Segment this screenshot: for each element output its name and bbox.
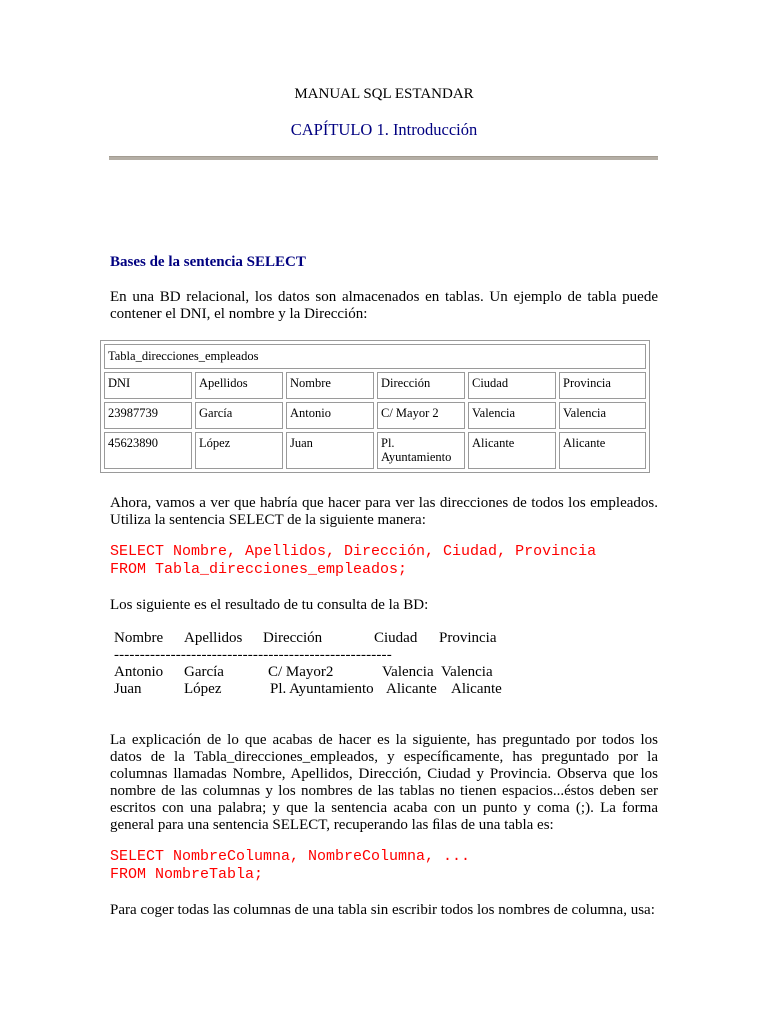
result-header-cell: Dirección — [263, 630, 323, 646]
code-line: FROM Tabla_direcciones_empleados; — [110, 561, 408, 578]
explicacion-paragraph: La explicación de lo que acabas de hacer es la siguiente, has preguntado por todos los datos de la Tabla_direcciones_empleados, y especíﬁcamente, has preguntado por la columnas llamadas Nombre, Apellidos, Dirección, Ciudad y Provincia. Observa que los nombre de las columnas y los nombres de las tablas no tienen espacios...éstos deben ser escritos con una palabra; y que la sentencia acaba con un punto y coma (;). La forma general para una sentencia SELECT, recuperando las ﬁlas de una tabla es: — [110, 732, 658, 833]
result-cell: C/ Mayor2 — [268, 664, 334, 680]
query-result — [0, 630, 768, 710]
table-cell: Valencia — [559, 402, 646, 429]
result-cell: López — [184, 681, 222, 697]
table-caption: Tabla_direcciones_empleados — [104, 344, 646, 369]
result-cell: Valencia — [441, 664, 493, 680]
table-header-cell: Provincia — [559, 372, 646, 399]
result-header-cell: Apellidos — [184, 630, 243, 646]
intro-paragraph: En una BD relacional, los datos son almacenados en tablas. Un ejemplo de tabla puede contener el DNI, el nombre y la Dirección: — [110, 289, 658, 322]
table-cell: Juan — [286, 432, 374, 469]
result-cell: Antonio — [114, 664, 164, 680]
code-line: SELECT Nombre, Apellidos, Dirección, Ciudad, Provincia — [110, 543, 597, 560]
table-cell: López — [195, 432, 283, 469]
code-line: FROM NombreTabla; — [110, 866, 264, 883]
resultado-paragraph: Los siguiente es el resultado de tu consulta de la BD: — [110, 597, 429, 613]
table-cell: 45623890 — [104, 432, 192, 469]
result-cell: Alicante — [386, 681, 437, 697]
table-cell: C/ Mayor 2 — [377, 402, 465, 429]
table-header-cell: Nombre — [286, 372, 374, 399]
result-cell: Valencia — [382, 664, 434, 680]
table-cell: García — [195, 402, 283, 429]
table-header-row — [104, 372, 646, 399]
table-row — [104, 432, 646, 469]
separator-line: ------------------------------------------------------ — [114, 647, 392, 663]
coger-paragraph: Para coger todas las columnas de una tabla sin escribir todos los nombres de columna, usa: — [110, 902, 655, 918]
ahora-paragraph: Ahora, vamos a ver que habría que hacer para ver las direcciones de todos los empleados. Utiliza la sentencia SELECT de la siguiente manera: — [110, 495, 658, 528]
result-cell: Juan — [114, 681, 142, 697]
table-header-cell: Apellidos — [195, 372, 283, 399]
table-cell: Alicante — [468, 432, 556, 469]
chapter-title: CAPÍTULO 1. Introducción — [290, 120, 478, 139]
table-cell: 23987739 — [104, 402, 192, 429]
table-header-cell: Dirección — [377, 372, 465, 399]
result-header-cell: Ciudad — [374, 630, 418, 646]
table-cell: Pl. Ayuntamiento — [377, 432, 465, 469]
result-cell: García — [184, 664, 224, 680]
table-header-cell: Ciudad — [468, 372, 556, 399]
result-cell: Pl. Ayuntamiento — [270, 681, 374, 697]
result-header-cell: Provincia — [439, 630, 497, 646]
table-row — [104, 402, 646, 429]
example-table — [100, 340, 650, 473]
table-cell: Valencia — [468, 402, 556, 429]
result-header-cell: Nombre — [114, 630, 164, 646]
table-cell: Antonio — [286, 402, 374, 429]
header-divider — [109, 156, 658, 160]
table-header-cell: DNI — [104, 372, 192, 399]
section-heading: Bases de la sentencia SELECT — [110, 254, 306, 270]
manual-title: MANUAL SQL ESTANDAR — [294, 86, 474, 102]
select-query-code — [110, 543, 596, 579]
code-line: SELECT NombreColumna, NombreColumna, ... — [110, 848, 471, 865]
result-cell: Alicante — [451, 681, 502, 697]
general-select-code — [110, 848, 470, 884]
table-cell: Alicante — [559, 432, 646, 469]
